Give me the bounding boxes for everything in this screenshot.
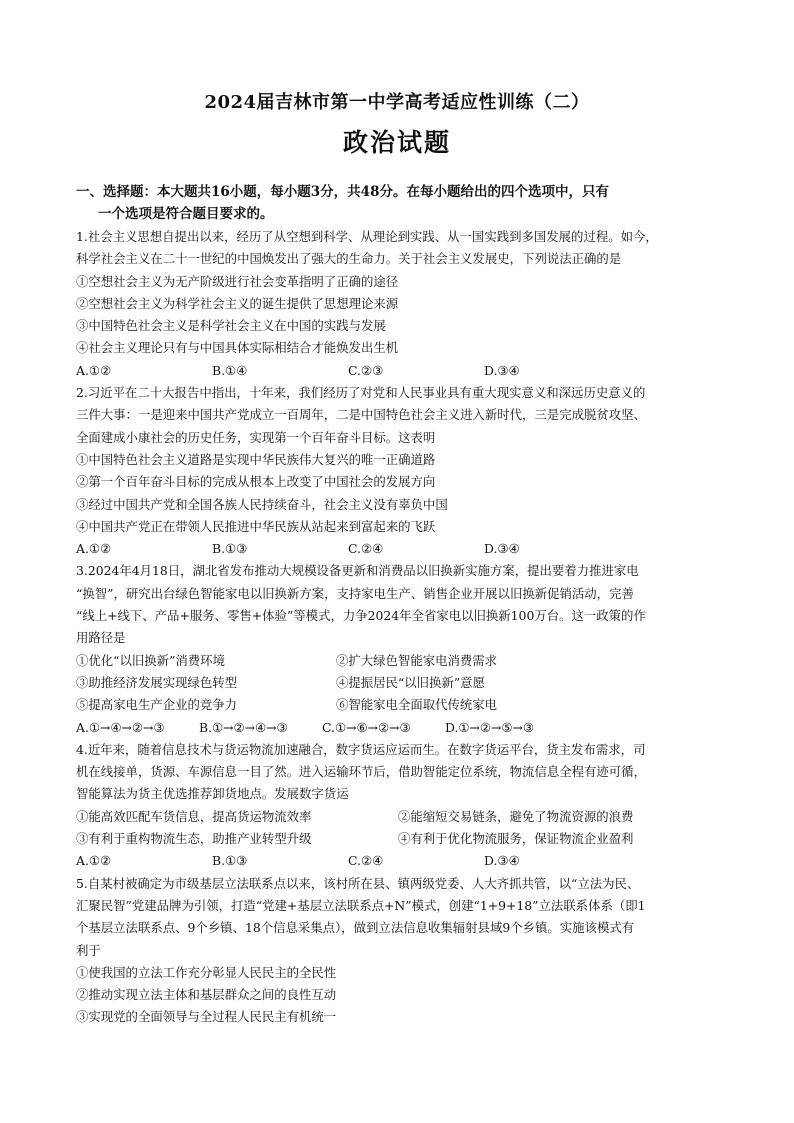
option-c[interactable]: C.②③ xyxy=(348,362,384,378)
question-stem: 5.自某村被确定为市级基层立法联系点以来，该村所在县、镇两级党委、人大齐抓共管，以“立法为民、 xyxy=(76,875,640,891)
option-a[interactable]: A.①② xyxy=(76,541,112,557)
option-a[interactable]: A.①② xyxy=(76,362,112,378)
answer-options xyxy=(76,717,726,739)
statement: ③中国特色社会主义是科学社会主义在中国的实践与发展 xyxy=(76,318,386,334)
question-stem: 4.近年来，随着信息技术与货运物流加速融合，数字货运应运而生。在数字货运平台，货主发布需求，司 xyxy=(76,741,646,757)
question-stem: 三件大事：一是迎来中国共产党成立一百周年，二是中国特色社会主义进入新时代，三是完成脱贫攻坚、 xyxy=(76,407,646,423)
question-stem: 全面建成小康社会的历史任务，实现第一个百年奋斗目标。这表明 xyxy=(76,429,436,445)
question-stem: 个基层立法联系点、9个乡镇、18个信息采集点），做到立法信息收集辐射县域9个乡镇。实施该模式有 xyxy=(76,920,635,936)
subject-title: 政治试题 xyxy=(342,128,451,157)
statement: ①使我国的立法工作充分彰显人民民主的全民性 xyxy=(76,964,337,980)
question-stem: 利于 xyxy=(76,942,101,958)
statement: ①中国特色社会主义道路是实现中华民族伟大复兴的唯一正确道路 xyxy=(76,451,436,467)
question-stem: 科学社会主义在二十一世纪的中国焕发出了强大的生命力。关于社会主义发展史，下列说法正确的是 xyxy=(76,251,622,267)
statement: ①能高效匹配车货信息，提高货运物流效率 xyxy=(76,808,312,824)
questions xyxy=(76,226,726,1029)
option-d[interactable]: D.③④ xyxy=(484,541,520,557)
option-b[interactable]: B.①→②→④→③ xyxy=(199,719,288,735)
question-stem: 机在线接单，货源、车源信息一目了然。进入运输环节后，借助智能定位系统，物流信息全程有迹可循， xyxy=(76,764,646,780)
answer-options xyxy=(76,360,726,382)
statement-row xyxy=(76,694,726,716)
question-4 xyxy=(76,739,726,873)
option-c[interactable]: C.②④ xyxy=(348,853,384,869)
statement: ②推动实现立法主体和基层群众之间的良性互动 xyxy=(76,987,337,1003)
answer-options xyxy=(76,538,726,560)
statement-row xyxy=(76,828,726,850)
statement: ②空想社会主义为科学社会主义的诞生提供了思想理论来源 xyxy=(76,295,399,311)
option-b[interactable]: B.①③ xyxy=(212,853,248,869)
statement: ②能缩短交易链条，避免了物流资源的浪费 xyxy=(398,808,634,824)
option-d[interactable]: D.③④ xyxy=(484,362,520,378)
option-a[interactable]: A.①→④→②→③ xyxy=(76,719,165,735)
answer-options xyxy=(76,850,726,872)
question-stem: 1.社会主义思想自提出以来，经历了从空想到科学、从理论到实践、从一国实践到多国发展的过程。如今， xyxy=(76,229,658,244)
section-heading-line2: 一个选项是符合题目要求的。 xyxy=(98,206,274,222)
statement: ⑤提高家电生产企业的竞争力 xyxy=(76,697,238,713)
statement: ④提振居民“以旧换新”意愿 xyxy=(336,674,485,690)
statement-row xyxy=(76,650,726,672)
question-stem: 用路径是 xyxy=(76,630,126,646)
statement: ③有利于重构物流生态，助推产业转型升级 xyxy=(76,831,312,847)
question-1 xyxy=(76,226,726,382)
question-2 xyxy=(76,382,726,560)
option-c[interactable]: C.①→⑥→②→③ xyxy=(322,719,411,735)
statement: ③实现党的全面领导与全过程人民民主有机统一 xyxy=(76,1009,337,1025)
statement-row xyxy=(76,806,726,828)
option-d[interactable]: D.③④ xyxy=(484,853,520,869)
exam-title: 2024届吉林市第一中学高考适应性训练（二） xyxy=(204,92,590,113)
statement: ⑥智能家电全面取代传统家电 xyxy=(336,697,498,713)
statement: ②第一个百年奋斗目标的完成从根本上改变了中国社会的发展方向 xyxy=(76,474,436,490)
statement: ④社会主义理论只有与中国具体实际相结合才能焕发出生机 xyxy=(76,340,399,356)
question-5 xyxy=(76,873,726,1029)
section-heading-line1: 一、选择题：本大题共16小题，每小题3分，共48分。在每小题给出的四个选项中，只有 xyxy=(76,184,609,200)
option-a[interactable]: A.①② xyxy=(76,853,112,869)
section-heading xyxy=(76,181,726,225)
statement-row xyxy=(76,672,726,694)
statement: ①优化“以旧换新”消费环境 xyxy=(76,652,225,668)
question-stem: “换智”，研究出台绿色智能家电以旧换新方案，支持家电生产、销售企业开展以旧换新促销活动，完善 xyxy=(76,585,634,601)
option-c[interactable]: C.②④ xyxy=(348,541,384,557)
statement: ③助推经济发展实现绿色转型 xyxy=(76,674,238,690)
statement: ④中国共产党正在带领人民推进中华民族从站起来到富起来的飞跃 xyxy=(76,518,436,534)
question-3 xyxy=(76,560,726,738)
question-stem: “线上+线下、产品+服务、零售+体验”等模式，力争2024年全省家电以旧换新100万台。这一政策的作 xyxy=(76,608,646,624)
statement: ②扩大绿色智能家电消费需求 xyxy=(336,652,498,668)
question-stem: 智能算法为货主优选推荐卸货地点。发展数字货运 xyxy=(76,786,349,802)
statement: ④有利于优化物流服务，保证物流企业盈利 xyxy=(398,831,634,847)
question-stem: 汇聚民智”党建品牌为引领，打造“党建+基层立法联系点+N”模式，创建“1+9+18”立法联系体系（即1 xyxy=(76,897,646,913)
question-stem: 2.习近平在二十大报告中指出，十年来，我们经历了对党和人民事业具有重大现实意义和深远历史意义的 xyxy=(76,385,646,401)
option-b[interactable]: B.①④ xyxy=(212,362,248,378)
question-stem: 3.2024年4月18日，湖北省发布推动大规模设备更新和消费品以旧换新实施方案，提出要着力推进家电 xyxy=(76,563,639,579)
option-d[interactable]: D.①→②→⑤→③ xyxy=(445,719,535,735)
statement: ③经过中国共产党和全国各族人民持续奋斗，社会主义没有辜负中国 xyxy=(76,496,448,512)
option-b[interactable]: B.①③ xyxy=(212,541,248,557)
statement: ①空想社会主义为无产阶级进行社会变革指明了正确的途径 xyxy=(76,273,399,289)
